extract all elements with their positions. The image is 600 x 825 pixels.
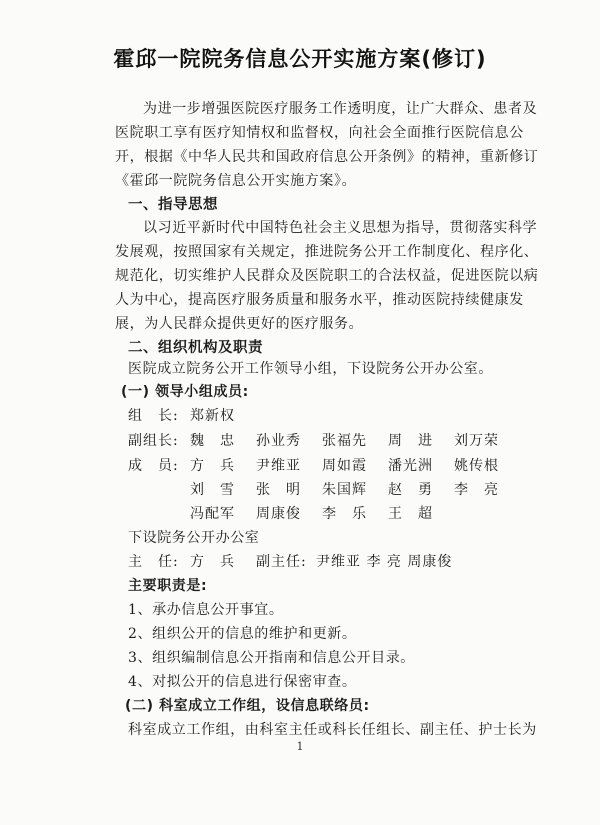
- member-name: 方 兵: [190, 458, 235, 474]
- page-number: 1: [296, 740, 304, 753]
- member-name: 冯配军: [190, 506, 235, 522]
- subsection-2-heading: (二) 科室成立工作组，设信息联络员:: [125, 698, 370, 714]
- member-name: 王 超: [388, 506, 433, 522]
- member-name: 张 明: [256, 482, 301, 498]
- member-name: 李 乐: [322, 506, 367, 522]
- section-2-intro: 医院成立院务公开工作领导小组，下设院务公开办公室。: [128, 361, 493, 377]
- deputy-label: 副组长:: [128, 433, 179, 449]
- member-name: 尹维亚: [256, 458, 301, 474]
- deputy-name: 周 进: [388, 433, 433, 449]
- director-name: 方 兵: [190, 554, 235, 570]
- member-name: 朱国辉: [322, 482, 367, 498]
- member-name: 姚传根: [454, 458, 499, 474]
- member-name: 李 亮: [454, 482, 499, 498]
- duty-item: 1、承办信息公开事宜。: [128, 602, 284, 618]
- duty-item: 2、组织公开的信息的维护和更新。: [128, 626, 357, 642]
- vice-director-names: 尹维亚 李 亮 周康俊: [316, 554, 453, 570]
- subsection-1-heading: (一) 领导小组成员:: [121, 384, 249, 400]
- duties-heading: 主要职责是:: [128, 578, 208, 594]
- member-name: 潘光洲: [388, 458, 433, 474]
- subsection-2-body: 科室成立工作组，由科室主任或科长任组长、副主任、护士长为: [128, 722, 537, 738]
- deputy-name: 刘万荣: [454, 433, 499, 449]
- member-name: 周康俊: [256, 506, 301, 522]
- section-1-body: 以习近平新时代中国特色社会主义思想为指导，贯彻落实科学发展观，按照国家有关规定，推进院务公开工作制度化、程序化、规范化，切实维护人民群众及医院职工的合法权益，促进医院以病人为中心，提高医疗服务质量和服务水平，推动医院持续健康发展，为人民群众提供更好的医疗服务。: [115, 220, 539, 332]
- member-label: 成 员:: [128, 458, 179, 474]
- office-line: 下设院务公开办公室: [128, 530, 260, 546]
- member-name: 赵 勇: [388, 482, 433, 498]
- member-name: 周如霞: [322, 458, 367, 474]
- director-label: 主 任:: [128, 554, 179, 570]
- deputy-name: 孙业秀: [256, 433, 301, 449]
- member-name: 刘 雪: [190, 482, 235, 498]
- vice-director-label: 副主任:: [256, 554, 307, 570]
- section-1-heading: 一、指导思想: [128, 197, 218, 213]
- document-title: 霍邱一院院务信息公开实施方案(修订): [113, 47, 487, 71]
- deputy-name: 张福先: [322, 433, 367, 449]
- deputy-name: 魏 忠: [190, 433, 235, 449]
- intro-paragraph: 为进一步增强医院医疗服务工作透明度，让广大群众、患者及医院职工享有医疗知情权和监督权，向社会全面推行医院信息公开，根据《中华人民共和国政府信息公开条例》的精神，重新修订《霍邱一院院务信息公开实施方案》。: [115, 101, 539, 189]
- leader-label: 组 长:: [128, 408, 179, 424]
- duty-item: 3、组织编制信息公开指南和信息公开目录。: [128, 650, 415, 666]
- leader-name: 郑新权: [190, 408, 235, 424]
- section-2-heading: 二、组织机构及职责: [128, 340, 263, 356]
- duty-item: 4、对拟公开的信息进行保密审查。: [128, 674, 357, 690]
